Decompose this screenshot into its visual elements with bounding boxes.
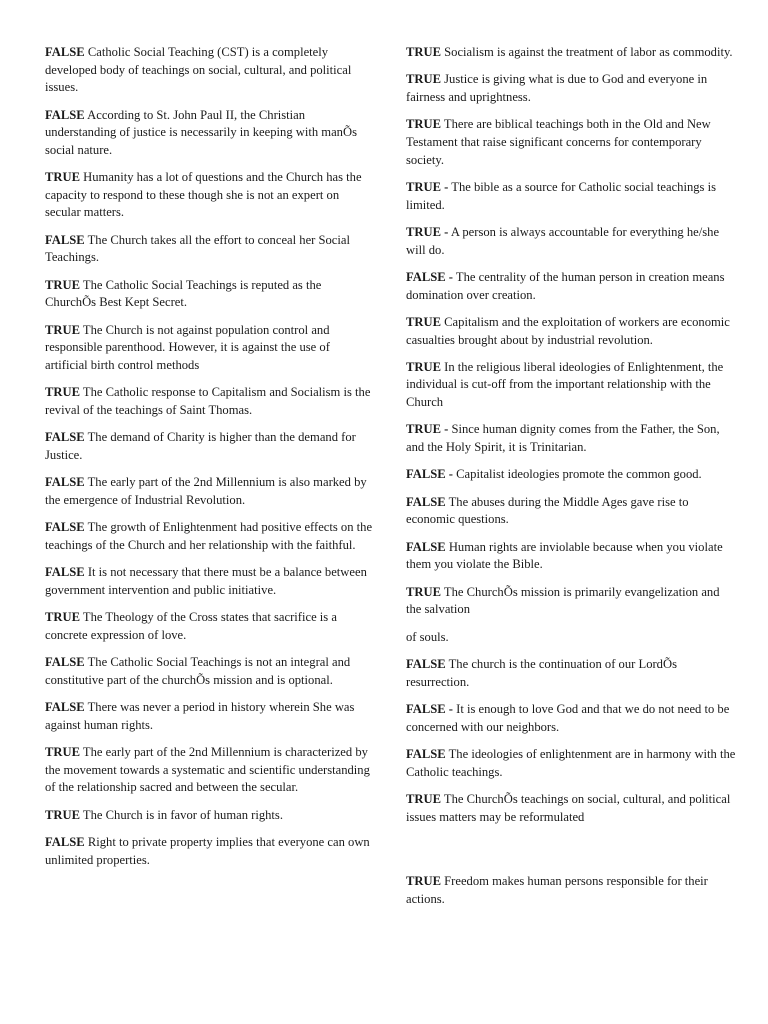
statement-item: [45, 277, 375, 312]
verdict-label: FALSE: [406, 657, 446, 672]
statement-text: of souls.: [406, 629, 449, 644]
verdict-label: TRUE: [45, 610, 80, 625]
statement-item: [406, 421, 736, 456]
statement-text: Humanity has a lot of questions and the Church has the capacity to respond to these though she is not an expert on secular matters.: [45, 170, 362, 220]
verdict-label: TRUE: [406, 117, 441, 132]
statement-text: The Catholic Social Teachings is not an integral and constitutive part of the churchÕs mission and is optional.: [45, 655, 351, 687]
statement-item: [406, 179, 736, 214]
verdict-label: TRUE: [45, 385, 80, 400]
statement-text: The ChurchÕs mission is primarily evangelization and the salvation: [406, 584, 720, 617]
left-column: [45, 44, 375, 879]
verdict-label: TRUE -: [406, 224, 449, 239]
verdict-label: FALSE: [406, 747, 446, 762]
statement-text: Catholic Social Teaching (CST) is a completely developed body of teachings on social, cultural, and political issues.: [45, 45, 352, 95]
statement-item: [45, 44, 375, 97]
statement-text: Justice is giving what is due to God and everyone in fairness and uprightness.: [406, 72, 708, 104]
statement-item: [45, 654, 375, 689]
statement-continuation: [406, 629, 736, 647]
statement-item: [406, 224, 736, 259]
statement-item: [45, 609, 375, 644]
verdict-label: TRUE: [45, 322, 80, 337]
statement-text: The church is the continuation of our LordÕs resurrection.: [406, 657, 677, 689]
verdict-label: TRUE: [406, 359, 441, 374]
statement-text: Human rights are inviolable because when you violate them you violate the Bible.: [406, 539, 723, 572]
statement-text: The abuses during the Middle Ages gave rise to economic questions.: [406, 494, 689, 527]
statement-item: [406, 584, 736, 619]
verdict-label: TRUE: [45, 745, 80, 760]
statement-text: Capitalist ideologies promote the common good.: [456, 467, 702, 482]
statement-item: [406, 791, 736, 826]
verdict-label: TRUE: [406, 72, 441, 87]
statement-item: [406, 269, 736, 304]
statement-text: A person is always accountable for everything he/she will do.: [406, 224, 720, 257]
verdict-label: TRUE: [45, 807, 80, 822]
statement-item: [406, 466, 736, 484]
statement-text: The Theology of the Cross states that sacrifice is a concrete expression of love.: [45, 610, 337, 642]
statement-item: [45, 232, 375, 267]
verdict-label: TRUE -: [406, 422, 449, 437]
statement-text: In the religious liberal ideologies of Enlightenment, the individual is cut-off from the important relationship with the Church: [406, 359, 724, 410]
statement-item: [45, 564, 375, 599]
statement-item: [406, 746, 736, 781]
statement-text: It is enough to love God and that we do not need to be concerned with our neighbors.: [406, 702, 730, 734]
statement-text: Capitalism and the exploitation of workers are economic casualties brought about by industrial revolution.: [406, 314, 730, 347]
verdict-label: TRUE: [406, 45, 441, 59]
statement-text: The centrality of the human person in creation means domination over creation.: [406, 269, 725, 302]
verdict-label: TRUE: [406, 584, 441, 599]
statement-text: The ideologies of enlightenment are in harmony with the Catholic teachings.: [406, 747, 736, 779]
verdict-label: FALSE: [406, 539, 446, 554]
statement-text: The Church is not against population control and responsible parenthood. However, it is against the use of artificial birth control methods: [45, 322, 330, 372]
statement-text: The bible as a source for Catholic social teachings is limited.: [406, 179, 716, 212]
statement-item: [45, 384, 375, 419]
verdict-label: FALSE: [406, 494, 446, 509]
statement-text: Since human dignity comes from the Father, the Son, and the Holy Spirit, it is Trinitarian.: [406, 422, 720, 455]
statement-text: Socialism is against the treatment of labor as commodity.: [444, 45, 733, 59]
verdict-label: FALSE: [45, 430, 85, 445]
verdict-label: TRUE: [406, 874, 441, 889]
statement-text: There was never a period in history wherein She was against human rights.: [45, 700, 355, 732]
statement-text: Right to private property implies that everyone can own unlimited properties.: [45, 835, 370, 867]
statement-text: The Catholic Social Teachings is reputed as the ChurchÕs Best Kept Secret.: [45, 277, 322, 310]
statement-item: [406, 701, 736, 736]
statement-item: [406, 359, 736, 412]
verdict-label: FALSE: [45, 232, 85, 247]
statement-item: [45, 834, 375, 869]
verdict-label: FALSE: [45, 655, 85, 670]
verdict-label: FALSE: [45, 107, 85, 122]
statement-text: The growth of Enlightenment had positive effects on the teachings of the Church and her relationship with the faithful.: [45, 520, 373, 552]
verdict-label: FALSE -: [406, 702, 453, 717]
statement-text: The early part of the 2nd Millennium is characterized by the movement towards a systematic and scientific understanding of the relationship sacred and between the secular.: [45, 745, 370, 795]
statement-text: The demand of Charity is higher than the demand for Justice.: [45, 430, 356, 462]
statement-item: [406, 116, 736, 169]
verdict-label: FALSE: [45, 475, 85, 490]
statement-item: [45, 169, 375, 222]
verdict-label: FALSE: [45, 700, 85, 715]
statement-item: [45, 322, 375, 375]
blank-gap: [406, 836, 736, 873]
statement-text: The Church takes all the effort to conceal her Social Teachings.: [45, 232, 350, 265]
statement-text: The ChurchÕs teachings on social, cultural, and political issues matters may be reformulated: [406, 792, 731, 824]
verdict-label: FALSE: [45, 835, 85, 850]
verdict-label: TRUE: [406, 314, 441, 329]
statement-item: [45, 807, 375, 825]
statement-text: The Church is in favor of human rights.: [82, 807, 283, 822]
statement-item: [406, 71, 736, 106]
verdict-label: FALSE: [45, 45, 85, 59]
verdict-label: FALSE -: [406, 467, 453, 482]
right-column: [406, 44, 736, 918]
statement-text: According to St. John Paul II, the Christian understanding of justice is necessarily in keeping with manÕs social nature.: [45, 107, 357, 157]
statement-item: [45, 474, 375, 509]
statement-item: [45, 744, 375, 797]
verdict-label: TRUE: [45, 170, 80, 185]
verdict-label: FALSE: [45, 565, 85, 580]
statement-item: [406, 539, 736, 574]
statement-item: [45, 699, 375, 734]
verdict-label: TRUE: [406, 792, 441, 807]
statement-item: [406, 494, 736, 529]
statement-item: [406, 873, 736, 908]
statement-item: [406, 656, 736, 691]
statement-item: [45, 519, 375, 554]
statement-text: The Catholic response to Capitalism and Socialism is the revival of the teachings of Saint Thomas.: [45, 385, 371, 417]
statement-item: [45, 107, 375, 160]
verdict-label: FALSE: [45, 520, 85, 535]
statement-item: [406, 314, 736, 349]
statement-text: Freedom makes human persons responsible for their actions.: [406, 874, 708, 906]
verdict-label: TRUE -: [406, 179, 449, 194]
statement-text: It is not necessary that there must be a balance between government intervention and public initiative.: [45, 565, 367, 597]
statement-item: [406, 44, 736, 62]
verdict-label: FALSE -: [406, 269, 453, 284]
statement-text: There are biblical teachings both in the Old and New Testament that raise significant concerns for contemporary society.: [406, 117, 711, 167]
statement-text: The early part of the 2nd Millennium is also marked by the emergence of Industrial Revolution.: [45, 475, 367, 507]
verdict-label: TRUE: [45, 277, 80, 292]
statement-item: [45, 429, 375, 464]
